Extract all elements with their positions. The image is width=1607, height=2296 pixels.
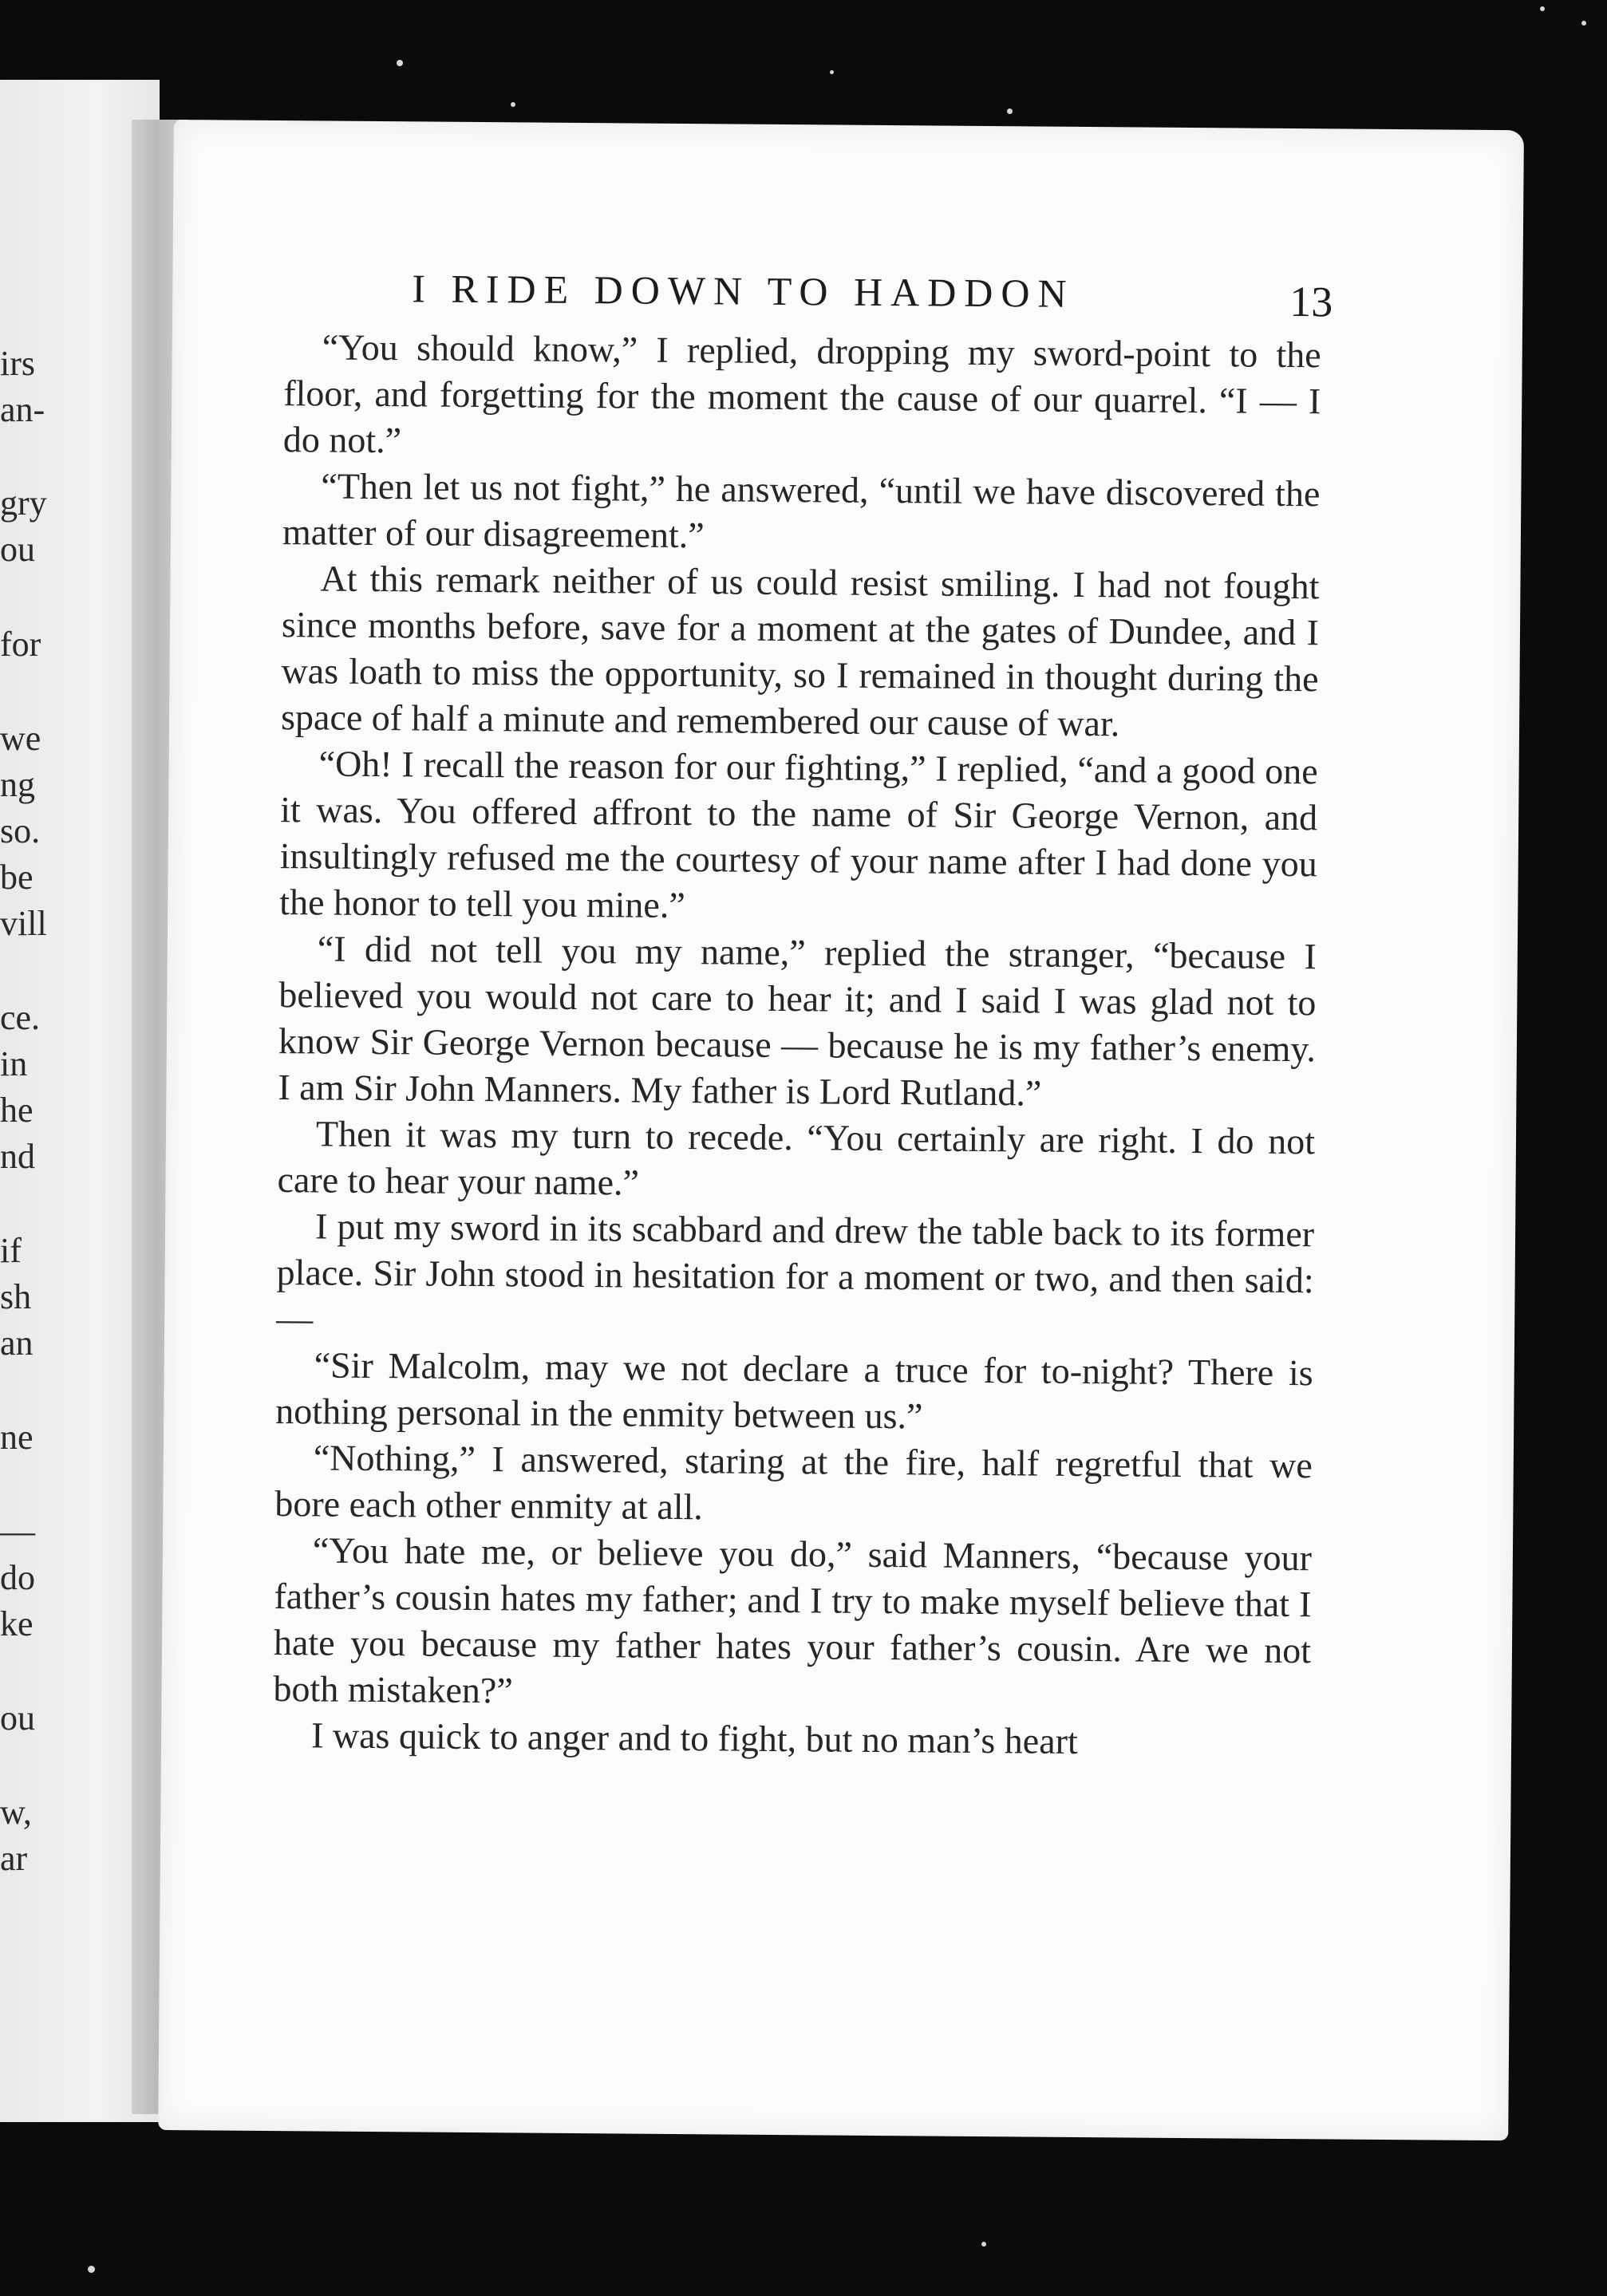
left-page-fragment: irs (0, 344, 35, 383)
left-page-fragment: — (0, 1512, 35, 1551)
dust-speck (830, 70, 834, 74)
paragraph: At this remark neither of us could resist smiling. I had not fought since months before, save for a moment at the gates of Dundee, and I was loath to miss the opportunity, so I remained in thought during the space of half a minute and remembered our cause of war. (280, 558, 1320, 744)
right-page (158, 120, 1524, 2140)
left-page-fragment: vill (0, 904, 47, 943)
left-page-fragment: we (0, 719, 41, 758)
running-head: I RIDE DOWN TO HADDON (412, 266, 1075, 316)
left-page-fragment: do (0, 1558, 35, 1597)
paragraph: “You hate me, or believe you do,” said Manners, “because your father’s cousin hates my father; and I try to make myself believe that I hate you because my father hates your father’s cousin. Are we not both mistaken?” (273, 1529, 1313, 1711)
left-page-fragment: sh (0, 1277, 32, 1316)
left-page-fragment: so. (0, 811, 41, 850)
left-page-fragment: gry (0, 483, 47, 523)
dust-speck (511, 102, 515, 107)
left-page-fragment: ce. (0, 998, 41, 1037)
left-page-fragment: be (0, 858, 34, 897)
left-page-fragment: w, (0, 1793, 32, 1832)
left-page-fragment: ar (0, 1839, 28, 1878)
dust-speck (397, 60, 403, 66)
left-page-fragment: an (0, 1324, 34, 1363)
left-page-fragment: nd (0, 1137, 35, 1176)
left-page-fragment: ne (0, 1418, 34, 1457)
paragraph: “Oh! I recall the reason for our fighting,” I replied, “and a good one it was. You offered affront to the name of Sir George Vernon, and insultingly refused me the courtesy of your name after I had done you the honor to tell you mine.” (279, 743, 1318, 926)
paragraph: “Nothing,” I answered, staring at the fire, half regretful that we bore each other enmity at all. (274, 1437, 1313, 1528)
dust-speck (981, 2242, 986, 2247)
paragraph: I was quick to anger and to fight, but no man’s heart (310, 1714, 1078, 1761)
paragraph: Then it was my turn to recede. “You certainly are right. I do not care to hear your name.” (277, 1113, 1316, 1203)
paragraph: “You should know,” I replied, dropping my sword-point to the floor, and forgetting for the moment the cause of our quarrel. “I — I do not.” (282, 326, 1321, 461)
paragraph: I put my sword in its scabbard and drew the table back to its former place. Sir John stood in hesitation for a moment or two, and then said: — (276, 1205, 1315, 1339)
page-number: 13 (1289, 277, 1333, 326)
left-page-fragment: if (0, 1231, 22, 1270)
dust-speck (88, 2266, 95, 2273)
left-page-fragment: ng (0, 765, 35, 804)
paragraph: “I did not tell you my name,” replied the stranger, “because I believed you would not care to hear it; and I said I was glad not to know Sir George Vernon because — because he is my father’s enemy. I am Sir John Manners. My father is Lord Rutland.” (278, 928, 1317, 1114)
paragraph: “Sir Malcolm, may we not declare a truce for to-night? There is nothing personal in the enmity between us.” (275, 1344, 1313, 1437)
dust-speck (1007, 108, 1013, 114)
left-page-fragment: an- (0, 390, 45, 429)
dust-speck (1581, 21, 1586, 26)
left-page-fragment: for (0, 625, 41, 664)
left-page-fragment: in (0, 1044, 28, 1083)
left-page-fragment: ou (0, 1698, 35, 1738)
dust-speck (1540, 6, 1545, 11)
left-page-fragment: he (0, 1091, 34, 1130)
left-page-fragment: ou (0, 530, 35, 569)
body-text (273, 324, 1321, 1766)
paragraph: “Then let us not fight,” he answered, “until we have discovered the matter of our disagreement.” (282, 465, 1321, 556)
left-page-fragment: ke (0, 1604, 34, 1643)
